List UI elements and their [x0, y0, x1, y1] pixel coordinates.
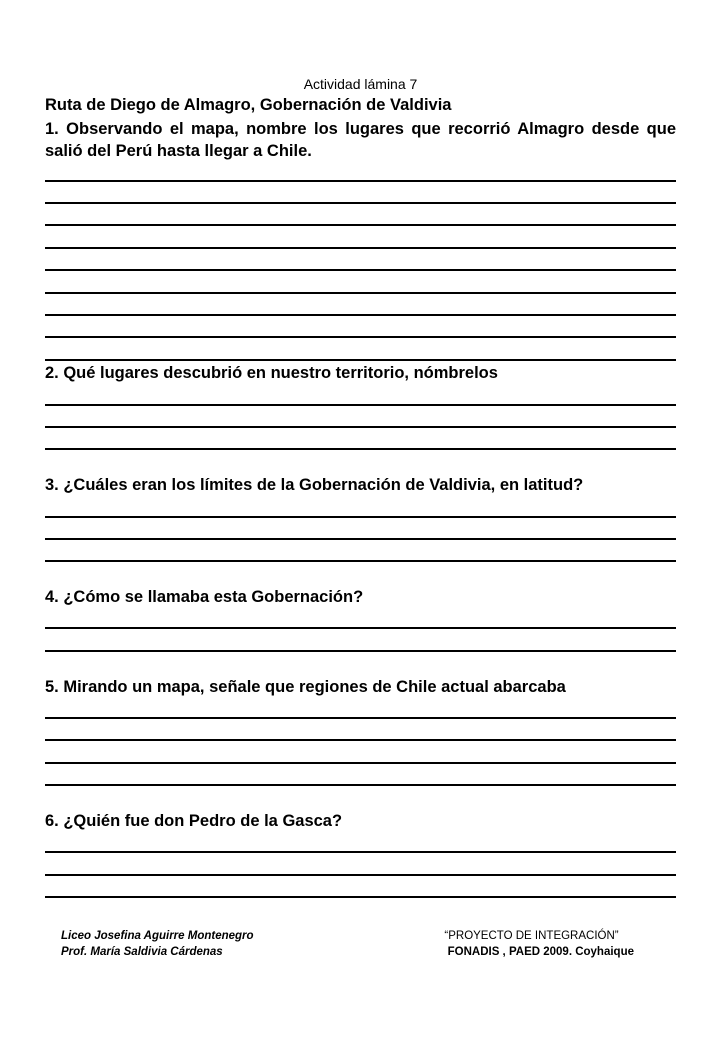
footer-project-info: [417, 928, 634, 960]
footer-teacher: Prof. María Saldivia Cárdenas: [61, 946, 223, 958]
answer-line-q5-1: [45, 717, 676, 719]
answer-line-q4-2: [45, 650, 676, 652]
worksheet-title: Ruta de Diego de Almagro, Gobernación de Valdivia: [45, 96, 452, 114]
footer-fund: FONADIS , PAED 2009. Coyhaique: [447, 946, 634, 958]
footer-project: “PROYECTO DE INTEGRACIÓN”: [444, 930, 619, 942]
question-6: 6. ¿Quién fue don Pedro de la Gasca?: [45, 812, 343, 830]
answer-line-q3-3: [45, 560, 676, 562]
answer-line-q3-1: [45, 516, 676, 518]
answer-line-q1-3: [45, 224, 676, 226]
answer-line-q3-2: [45, 538, 676, 540]
question-5: 5. Mirando un mapa, señale que regiones de Chile actual abarcaba: [45, 678, 566, 696]
answer-line-q1-8: [45, 336, 676, 338]
answer-line-q6-2: [45, 874, 676, 876]
answer-line-q1-7: [45, 314, 676, 316]
footer-school-info: [61, 928, 254, 960]
answer-line-q1-5: [45, 269, 676, 271]
question-3: 3. ¿Cuáles eran los límites de la Gobernación de Valdivia, en latitud?: [45, 476, 584, 494]
worksheet-page: [45, 0, 676, 1039]
answer-line-q5-2: [45, 739, 676, 741]
answer-line-q1-2: [45, 202, 676, 204]
answer-line-q2-3: [45, 448, 676, 450]
answer-line-q6-3: [45, 896, 676, 898]
answer-line-q1-1: [45, 180, 676, 182]
answer-line-q1-4: [45, 247, 676, 249]
answer-line-q4-1: [45, 627, 676, 629]
answer-line-q5-4: [45, 784, 676, 786]
answer-line-q2-2: [45, 426, 676, 428]
answer-line-q2-1: [45, 404, 676, 406]
question-2: 2. Qué lugares descubrió en nuestro territorio, nómbrelos: [45, 364, 498, 382]
question-1: 1. Observando el mapa, nombre los lugares que recorrió Almagro desde que salió del Perú hasta llegar a Chile.: [45, 120, 676, 160]
answer-line-q6-1: [45, 851, 676, 853]
question-4: 4. ¿Cómo se llamaba esta Gobernación?: [45, 588, 364, 606]
footer-institution: Liceo Josefina Aguirre Montenegro: [61, 930, 254, 942]
answer-line-q1-9: [45, 359, 676, 361]
activity-label: Actividad lámina 7: [303, 76, 418, 92]
answer-line-q5-3: [45, 762, 676, 764]
answer-line-q1-6: [45, 292, 676, 294]
